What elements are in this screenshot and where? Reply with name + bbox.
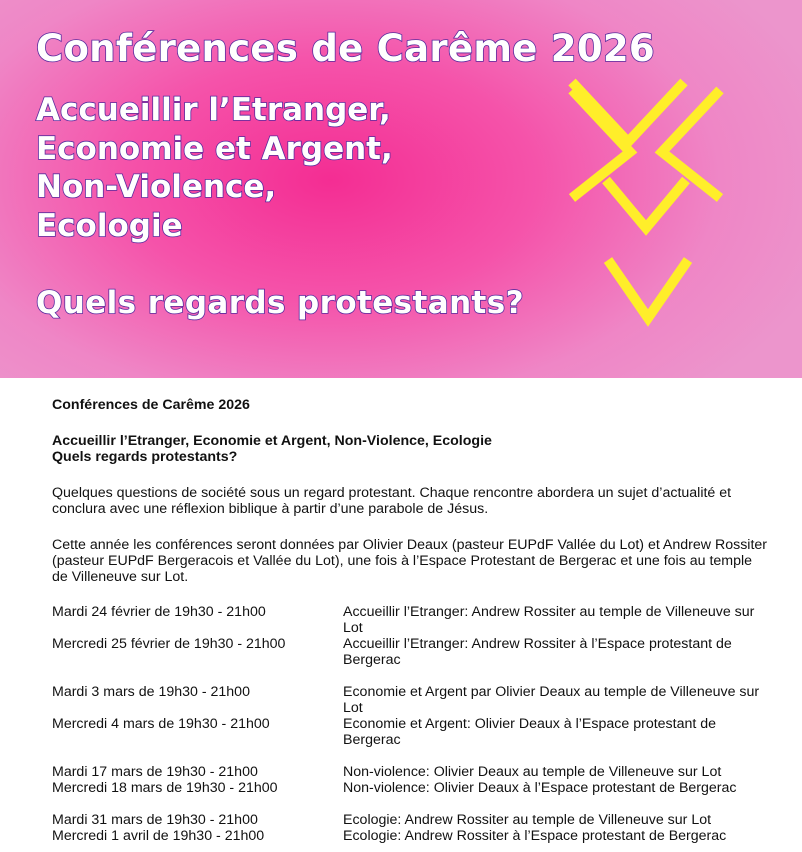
session-event: Non-violence: Olivier Deaux à l’Espace protestant de Bergerac <box>343 780 737 796</box>
session-event: Accueillir l’Etranger: Andrew Rossiter à l’Espace protestant de Bergerac <box>343 636 732 668</box>
banner-title: Conférences de Carême 2026 <box>36 27 655 70</box>
session-date: Mardi 24 février de 19h30 - 21h00 <box>52 604 266 620</box>
session-event: Economie et Argent par Olivier Deaux au temple de Villeneuve sur Lot <box>343 684 760 716</box>
emblem-middle-chevron <box>606 180 686 228</box>
session-date: Mardi 31 mars de 19h30 - 21h00 <box>52 812 258 828</box>
emblem-bottom-chevron <box>608 260 688 318</box>
document-title: Conférences de Carême 2026 <box>52 397 250 413</box>
schedule-row <box>52 764 767 780</box>
session-date: Mardi 17 mars de 19h30 - 21h00 <box>52 764 258 780</box>
schedule-group-economie <box>52 684 767 748</box>
session-event: Economie et Argent: Olivier Deaux à l’Espace protestant de Bergerac <box>343 716 717 748</box>
session-date: Mercredi 25 février de 19h30 - 21h00 <box>52 636 286 652</box>
schedule-row <box>52 812 767 828</box>
schedule-row <box>52 780 767 796</box>
session-event: Accueillir l’Etranger: Andrew Rossiter au temple de Villeneuve sur Lot <box>343 604 755 636</box>
banner-topic: Accueillir l’Etranger, <box>36 92 391 128</box>
emblem-right-chevron <box>662 90 720 198</box>
session-event: Ecologie: Andrew Rossiter au temple de Villeneuve sur Lot <box>343 812 712 828</box>
banner-topic: Non-Violence, <box>36 169 277 205</box>
schedule-group-ecologie <box>52 812 767 844</box>
banner-topic: Economie et Argent, <box>36 130 393 167</box>
session-date: Mardi 3 mars de 19h30 - 21h00 <box>52 684 250 700</box>
document-subtitle <box>52 433 767 465</box>
schedule-row <box>52 684 767 716</box>
banner-question: Quels regards protestants? <box>36 285 524 321</box>
session-event: Non-violence: Olivier Deaux au temple de Villeneuve sur Lot <box>343 764 722 780</box>
poster-banner <box>0 0 802 378</box>
session-event: Ecologie: Andrew Rossiter à l’Espace protestant de Bergerac <box>343 828 727 844</box>
schedule-row <box>52 716 767 748</box>
schedule-row <box>52 828 767 844</box>
document-subtitle-question: Quels regards protestants? <box>52 449 238 465</box>
schedule-row <box>52 636 767 668</box>
session-date: Mercredi 4 mars de 19h30 - 21h00 <box>52 716 270 732</box>
schedule-table <box>52 604 767 844</box>
schedule-row <box>52 604 767 636</box>
speakers-paragraph: Cette année les conférences seront données par Olivier Deaux (pasteur EUPdF Vallée du Lot) et Andrew Rossiter (pasteur EUPdF Bergeracois et Vallée du Lot), une fois à l’Espace Protestant de Bergerac et une fois au temple de Villeneuve sur Lot. <box>52 537 768 585</box>
session-date: Mercredi 1 avril de 19h30 - 21h00 <box>52 828 265 844</box>
banner-topic-list <box>36 91 393 245</box>
session-date: Mercredi 18 mars de 19h30 - 21h00 <box>52 780 278 796</box>
document-subtitle-topics: Accueillir l’Etranger, Economie et Argent, Non-Violence, Ecologie <box>52 433 492 449</box>
intro-paragraph: Quelques questions de société sous un regard protestant. Chaque rencontre abordera un sujet d’actualité et conclura avec une réflexion biblique à partir d’une parabole de Jésus. <box>52 485 732 517</box>
schedule-group-accueillir <box>52 604 767 668</box>
banner-topic: Ecologie <box>36 207 183 244</box>
schedule-group-non-violence <box>52 764 767 796</box>
document-body <box>52 397 767 852</box>
chevron-cross-emblem-icon <box>540 60 780 340</box>
